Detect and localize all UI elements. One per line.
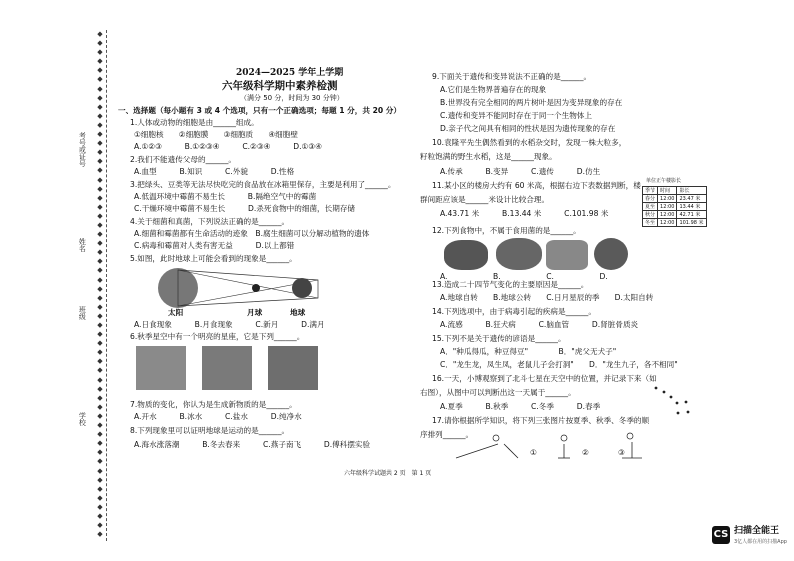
q12: 12.下列食物中，不属于食用菌的是______。 (432, 226, 581, 235)
page-footer: 六年级科学试题共 2 页 第 1 页 (344, 470, 432, 477)
shadow-table-title: 单位正午楼影长 (646, 178, 682, 184)
q9-option-c: C.遗传和变异不能同时存在于同一个生物体上 (440, 111, 592, 120)
q1-answers: A.①②③ B.①②③④ C.②③④ D.①③④ (134, 142, 322, 151)
shadow-table-cell: 季节 (643, 187, 658, 195)
earth-shape (292, 278, 312, 298)
shadow-table-cell: 42.71 米 (677, 211, 706, 219)
shadow-table-header (643, 187, 707, 195)
q16-answers: A.夏季 B.秋季 C.冬季 D.春季 (440, 402, 601, 411)
shadow-table-cell: 冬至 (643, 219, 658, 227)
big-dipper-figure (652, 384, 700, 418)
scanner-app-name: 扫描全能王 (734, 526, 780, 536)
q13: 13.造成二十四节气变化的主要原因是______。 (432, 280, 589, 289)
q1: 1.人体或动物的细胞是由______组成。 (130, 118, 259, 127)
q4-option-cd: C.病毒和霉菌对人类有害无益 D.以上都错 (134, 241, 295, 250)
q6: 6.秋季星空中有一个明亮的星座，它是下列______。 (130, 332, 305, 341)
moon-shape (252, 284, 260, 292)
q11-line2: 群间距应该是______米设计比较合理。 (420, 195, 550, 204)
exam-year: 2024—2025 学年上学期 (236, 68, 344, 78)
exam-note: （满分 50 分，时间为 30 分钟） (240, 94, 344, 102)
shadow-table-cell: 12:00 (658, 203, 677, 211)
q17-figure-1: ① (530, 448, 537, 457)
constellation-image-a (136, 346, 186, 390)
q11: 11.某小区的楼房大约有 60 米高，根据右边下表数据判断，楼 (432, 181, 641, 190)
class-label: 班级 (78, 306, 87, 320)
q16: 16.一天，小博观察到了北斗七星在天空中的位置，并记录下来（如 (432, 374, 657, 383)
shadow-table-cell: 12:00 (658, 211, 677, 219)
constellation-image-c (268, 346, 318, 390)
shadow-table-row (643, 219, 707, 227)
q9-option-d: D.亲子代之间具有相同的性状是因为遗传现象的存在 (440, 124, 616, 133)
q7-answers: A.开水 B.冰水 C.盐水 D.纯净水 (134, 412, 302, 421)
shadow-table-cell: 春分 (643, 195, 658, 203)
season-diagrams (452, 430, 672, 464)
q14: 14.下列选项中，由于病毒引起的疾病是______。 (432, 307, 596, 316)
food-image-d (594, 238, 628, 270)
shadow-table-row (643, 203, 707, 211)
q17-figure-2: ② (582, 448, 589, 457)
q17-line2: 序排列______。 (420, 430, 474, 439)
exam-number-label: 考号或证号 (78, 132, 87, 167)
exam-title: 六年级科学期中素养检测 (222, 80, 338, 92)
q2-answers: A.血型 B.知识 C.外貌 D.性格 (134, 167, 295, 176)
shadow-table-cell: 101.98 米 (677, 219, 706, 227)
q9-option-a: A.它们是生物界普遍存在的现象 (440, 85, 547, 94)
q5-answers: A.日食现象 B.月食现象 C.新月 D.满月 (134, 320, 325, 329)
q17: 17.请你根据所学知识，将下列三张图片按夏季、秋季、冬季的顺 (432, 416, 650, 425)
q4: 4.关于细菌和真菌，下列说法正确的是______。 (130, 217, 290, 226)
shadow-table-row (643, 211, 707, 219)
q1-options: ①细胞核 ②细胞膜 ③细胞质 ④细胞壁 (134, 130, 298, 139)
shadow-table-cell: 时间 (658, 187, 677, 195)
shadow-table (642, 186, 707, 227)
shadow-table-cell: 夏至 (643, 203, 658, 211)
school-label: 学校 (78, 412, 87, 426)
sun-label: 太阳 (168, 308, 184, 317)
q17-figure-3: ③ (618, 448, 625, 457)
shadow-table-cell: 13.44 米 (677, 203, 706, 211)
q12-answers: A. B. C. D. (440, 272, 608, 281)
q13-answers: A.地球自转 B.地球公转 C.日月星辰的季 D.太阳自转 (440, 293, 654, 302)
q5: 5.如图，此时地球上可能会看到的现象是______。 (130, 254, 297, 263)
q14-answers: A.流感 B.狂犬病 C.脑血管 D.肾脏骨质炎 (440, 320, 639, 329)
food-image-a (444, 240, 488, 270)
q11-answers: A.43.71 米 B.13.44 米 C.101.98 米 (440, 209, 609, 218)
q15: 15.下列不是关于遗传的谚语是______。 (432, 334, 566, 343)
q8-answers: A.海水涨落潮 B.冬去春来 C.燕子南飞 D.傅科摆实验 (134, 440, 371, 449)
food-image-b (496, 238, 542, 270)
shadow-table-cell: 秋分 (643, 211, 658, 219)
q3: 3.把绿头、豆类等无法尽快吃完的食品放在冰箱里保存，主要是利用了______。 (130, 180, 396, 189)
q2: 2.我们不能遗传父母的______。 (130, 155, 236, 164)
scanner-logo-icon: CS (712, 526, 730, 544)
constellation-image-b (202, 346, 252, 390)
q3-option-ab: A.低温环境中霉菌不易生长 B.隔绝空气中的霉菌 (134, 192, 317, 201)
q10: 10.袁隆平先生偶然看到的水稻杂交时，发现一株大粒多， (432, 138, 627, 147)
shadow-table-cell: 23.47 米 (677, 195, 706, 203)
binding-decoration: ◆ ◆ ◆ ◆ ◆ ◆ ◆ ◆ ◆ ◆ ◆ ◆ ◆ ◆ ◆ ◆ ◆ ◆ ◆ ◆ ◆ ◆ ◆ ◆ ◆ ◆ ◆ ◆ ◆ ◆ ◆ ◆ ◆ ◆ ◆ ◆ ◆ ◆ ◆ ◆ ◆ ◆ ◆ ◆ ◆ ◆ ◆ ◆ ◆ ◆ ◆ ◆ ◆ ◆ ◆ ◆ (97, 30, 103, 539)
section-heading: 一、选择题（每小题有 3 或 4 个选项，只有一个正确选项；每题 1 分，共 20 分） (118, 106, 401, 115)
q9: 9.下面关于遗传和变异说法不正确的是______。 (432, 72, 592, 81)
scanner-app-tagline: 3亿人都在用的扫描App (734, 539, 787, 545)
q10-line2: 籽粒饱满的野生水稻，这是______现象。 (420, 152, 557, 161)
q15-option-ab: A．"种瓜得瓜，种豆得豆" B．"虎父无犬子" (440, 347, 617, 356)
q8: 8.下列现象里可以证明地球是运动的是______。 (130, 426, 290, 435)
q3-option-cd: C.干燥环境中霉菌不易生长 D.杀死食物中的细菌，长期存储 (134, 204, 356, 213)
q7: 7.物质的变化，你认为是生成新物质的是______。 (130, 400, 297, 409)
q4-option-ab: A.细菌和霉菌都有生命活动的迹象 B.腐生细菌可以分解动植物的遗体 (134, 229, 370, 238)
shadow-table-cell: 12:00 (658, 219, 677, 227)
binding-line (106, 30, 107, 541)
q9-option-b: B.世界没有完全相同的两片树叶是因为变异现象的存在 (440, 98, 623, 107)
moon-label: 月球 (247, 308, 263, 317)
q10-answers: A.传承 B.变异 C.遗传 D.仿生 (440, 167, 601, 176)
food-image-c (546, 240, 588, 270)
q16-line2: 右图），从图中可以判断出这一天属于______。 (420, 388, 576, 397)
earth-label: 地球 (290, 308, 306, 317)
name-label: 姓名 (78, 238, 87, 252)
q15-option-cd: C．"龙生龙，凤生凤，老鼠儿子会打洞" D．"龙生九子，各不相同" (440, 360, 678, 369)
shadow-table-cell: 12:00 (658, 195, 677, 203)
shadow-table-row (643, 195, 707, 203)
shadow-table-cell: 影长 (677, 187, 706, 195)
